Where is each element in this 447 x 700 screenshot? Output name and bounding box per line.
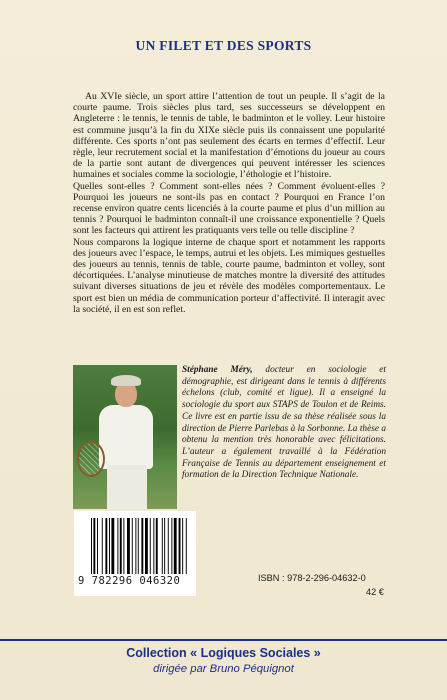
photo-shirt xyxy=(99,405,153,469)
blurb-paragraph-2: Quelles sont-elles ? Comment sont-elles nées ? Comment évoluent-elles ? Pourquoi les joueurs ne sont-ils pas en contact ? Pourquoi en France l’on recense environ quatre cents licenciés à la courte paume et plus d’un million au tennis ? Pourquoi le badminton connaît-il une croissance exponentielle ? Quels sont les facteurs qui attirent les pratiquants vers telle ou telle discipline ? xyxy=(73,180,385,237)
collection-name: Collection « Logiques Sociales » xyxy=(126,646,321,660)
collection-director: dirigée par Bruno Péquignot xyxy=(153,663,294,675)
isbn-label: ISBN : 978-2-296-04632-0 xyxy=(258,573,366,583)
blurb-paragraph-1: Au XVIe siècle, un sport attire l’attention de tout un peuple. Il s’agit de la courte paume. Trois siècles plus tard, ses successeurs se développent en Angleterre : le tennis, le tennis de table, le badminton et le volley. Leur histoire est commune jusqu’à la fin du XIXe siècle puis ils connaissent une popularité différente. Ces sports n’ont pas seulement des écarts en termes d’effectif. Leur règle, leur recrutement social et la manifestation d’émotions du joueur au cours de la partie sont autant de divergences qui peuvent intéresser les sciences humaines et sociales comme la sociologie, l’éthologie et l’histoire. xyxy=(73,91,385,181)
author-name: Stéphane Méry, xyxy=(182,365,253,375)
book-title: UN FILET ET DES SPORTS xyxy=(135,38,312,53)
author-photo xyxy=(73,365,177,509)
price-label: 42 € xyxy=(366,587,384,597)
barcode-icon xyxy=(91,518,191,574)
blurb-paragraph-3: Nous comparons la logique interne de chaque sport et notamment les rapports des joueurs avec l’espace, le temps, autrui et les objets. Les mimiques gestuelles des joueurs au tennis, tennis de table, courte paume, badminton et volley, sont décortiquées. L’analyse minutieuse de matches montre la diversité des attitudes suivant diverses situations de jeu et révèle des modèles comportementaux. Le sport est bien un média de communication porteur d’affectivité. Il interagit avec la société, il en est son reflet. xyxy=(73,236,385,315)
photo-cap xyxy=(111,375,141,386)
racket-icon xyxy=(77,441,105,477)
collection-divider xyxy=(0,639,447,641)
author-bio xyxy=(182,365,386,482)
photo-trousers xyxy=(107,465,147,509)
barcode-digits: 9 782296 046320 xyxy=(78,575,181,587)
blurb xyxy=(73,91,385,315)
barcode-panel xyxy=(74,511,196,596)
author-bio-text: docteur en sociologie et démographie, est dirigeant dans le tennis à différents échelons (club, comité et ligue). Il a enseigné la sociologie du sport aux STAPS de Toulon et de Reims. Ce livre est en partie issu de sa thèse réalisée sous la direction de Pierre Parlebas à la Sorbonne. La thèse a obtenu la mention très honorable avec félicitations. L’auteur a également travaillé à la Fédération Française de Tennis au département enseignement et formation de la Direction Technique Nationale. xyxy=(182,365,386,481)
